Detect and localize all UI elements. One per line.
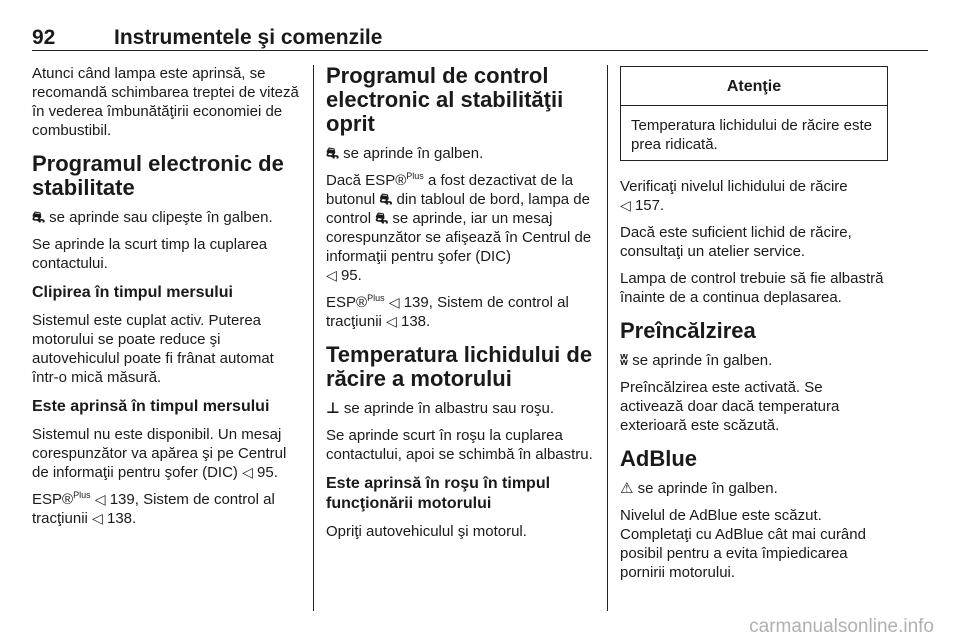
column-2 bbox=[326, 64, 594, 549]
preheat-coil-icon: ʬ bbox=[620, 352, 629, 369]
coolant-lamp-description: ⊥ se aprinde în albastru sau roşu. bbox=[326, 400, 555, 417]
heading-red-while-running: Este aprinsă în roşu în timpul funcţionării motorului bbox=[326, 475, 551, 512]
esp-off-lamp-description: ⛐ se aprinde în galben. bbox=[326, 145, 484, 162]
column-divider-1 bbox=[313, 65, 314, 611]
adblue-warning-icon: ⚠ bbox=[620, 480, 634, 497]
esp-off-icon: ⛐ bbox=[326, 145, 339, 162]
adblue-lamp-description: ⚠ se aprinde în galben. bbox=[620, 480, 778, 497]
esp-icon: ⛐ bbox=[32, 209, 45, 226]
page-link-139[interactable]: 139, Sistem de control al tracţiunii bbox=[326, 294, 569, 330]
page-link-139[interactable]: 139, Sistem de control al tracţiunii bbox=[32, 491, 275, 527]
page-link-138[interactable]: 138. bbox=[400, 313, 431, 330]
heading-esp-off: Programul de control electronic al stabilităţii oprit bbox=[326, 63, 564, 136]
coolant-temperature-icon: ⊥ bbox=[326, 400, 340, 417]
intro-paragraph: Atunci când lampa este aprinsă, se recomandă schimbarea treptei de viteză în vederea îmbunătăţirii economiei de combustibil. bbox=[32, 65, 299, 139]
page-link-138[interactable]: 138. bbox=[106, 510, 137, 527]
esp-off-paragraph: Dacă ESP®$^{Plus}$ a fost dezactivat de la butonul ⛐ din tabloul de bord, lampa de control ⛐ se aprinde, iar un mesaj corespunzător se afişează în Centrul de informaţii pentru şofer (DIC) ◁ 95. bbox=[326, 171, 592, 284]
page-header bbox=[32, 26, 928, 52]
page-link-157[interactable]: 157. bbox=[634, 197, 665, 214]
header-divider bbox=[32, 50, 928, 51]
heading-on-while-driving: Este aprinsă în timpul mersului bbox=[32, 398, 270, 415]
page-ref-icon: ◁ bbox=[92, 510, 103, 526]
page-link-95[interactable]: 95. bbox=[257, 464, 278, 481]
page-ref-icon: ◁ bbox=[620, 197, 631, 213]
flashing-text: Sistemul este cuplat activ. Puterea motorului se poate reduce şi autovehiculul poate fi frânat automat într-o mică măsură. bbox=[32, 312, 274, 386]
page-ref-icon: ◁ bbox=[94, 491, 106, 507]
heading-preheating: Preîncălzirea bbox=[620, 318, 756, 343]
preheat-lamp-description: ʬ se aprinde în galben. bbox=[620, 352, 773, 369]
esp-brief: Se aprinde la scurt timp la cuplarea contactului. bbox=[32, 236, 268, 272]
page-ref-icon: ◁ bbox=[242, 464, 253, 480]
page-number: 92 bbox=[32, 26, 56, 49]
heading-adblue: AdBlue bbox=[620, 446, 697, 471]
warning-title: Atenţie bbox=[621, 67, 887, 106]
check-coolant-text: Verificaţi nivelul lichidului de răcire ◁ 157. bbox=[620, 178, 848, 214]
column-divider-2 bbox=[607, 65, 608, 611]
esp-lamp-description: ⛐ se aprinde sau clipeşte în galben. bbox=[32, 209, 273, 226]
red-while-running-text: Opriţi autovehiculul şi motorul. bbox=[326, 523, 527, 540]
column-3 bbox=[620, 64, 888, 590]
enough-coolant-text: Dacă este suficient lichid de răcire, consultaţi un atelier service. bbox=[620, 224, 852, 260]
page-link-95[interactable]: 95. bbox=[340, 267, 362, 284]
column-1 bbox=[32, 64, 300, 536]
watermark: carmanualsonline.info bbox=[749, 616, 934, 637]
heading-flashing: Clipirea în timpul mersului bbox=[32, 284, 233, 301]
warning-box bbox=[620, 66, 888, 161]
page-ref-icon: ◁ bbox=[386, 313, 397, 329]
page-ref-icon: ◁ bbox=[388, 294, 400, 310]
preheat-text: Preîncălzirea este activată. Se activează doar dacă temperatura exterioară este scăzută. bbox=[620, 379, 840, 434]
on-while-driving-text: Sistemul nu este disponibil. Un mesaj corespunzător va apărea şi pe Centrul de informaţii pentru şofer (DIC) ◁ 95. bbox=[32, 426, 287, 481]
esp-off-icon: ⛐ bbox=[375, 210, 389, 227]
heading-coolant-temperature: Temperatura lichidului de răcire a motorului bbox=[326, 342, 593, 391]
esp-plus-reference: ESP®$^{Plus}$ ◁ 139, Sistem de control al tracţiunii ◁ 138. bbox=[326, 293, 569, 330]
lamp-blue-text: Lampa de control trebuie să fie albastră înainte de a continua deplasarea. bbox=[620, 270, 884, 306]
esp-plus-reference: ESP®$^{Plus}$ ◁ 139, Sistem de control al tracţiunii ◁ 138. bbox=[32, 490, 275, 527]
warning-text: Temperatura lichidului de răcire este prea ridicată. bbox=[631, 117, 872, 153]
page-ref-icon: ◁ bbox=[326, 267, 337, 283]
chapter-title: Instrumentele şi comenzile bbox=[114, 26, 383, 49]
esp-off-icon: ⛐ bbox=[379, 191, 393, 208]
coolant-brief: Se aprinde scurt în roşu la cuplarea contactului, apoi se schimbă în albastru. bbox=[326, 427, 593, 463]
adblue-text: Nivelul de AdBlue este scăzut. Completaţi cu AdBlue cât mai curând posibil pentru a evita împiedicarea pornirii motorului. bbox=[620, 507, 866, 581]
heading-esp: Programul electronic de stabilitate bbox=[32, 151, 284, 200]
